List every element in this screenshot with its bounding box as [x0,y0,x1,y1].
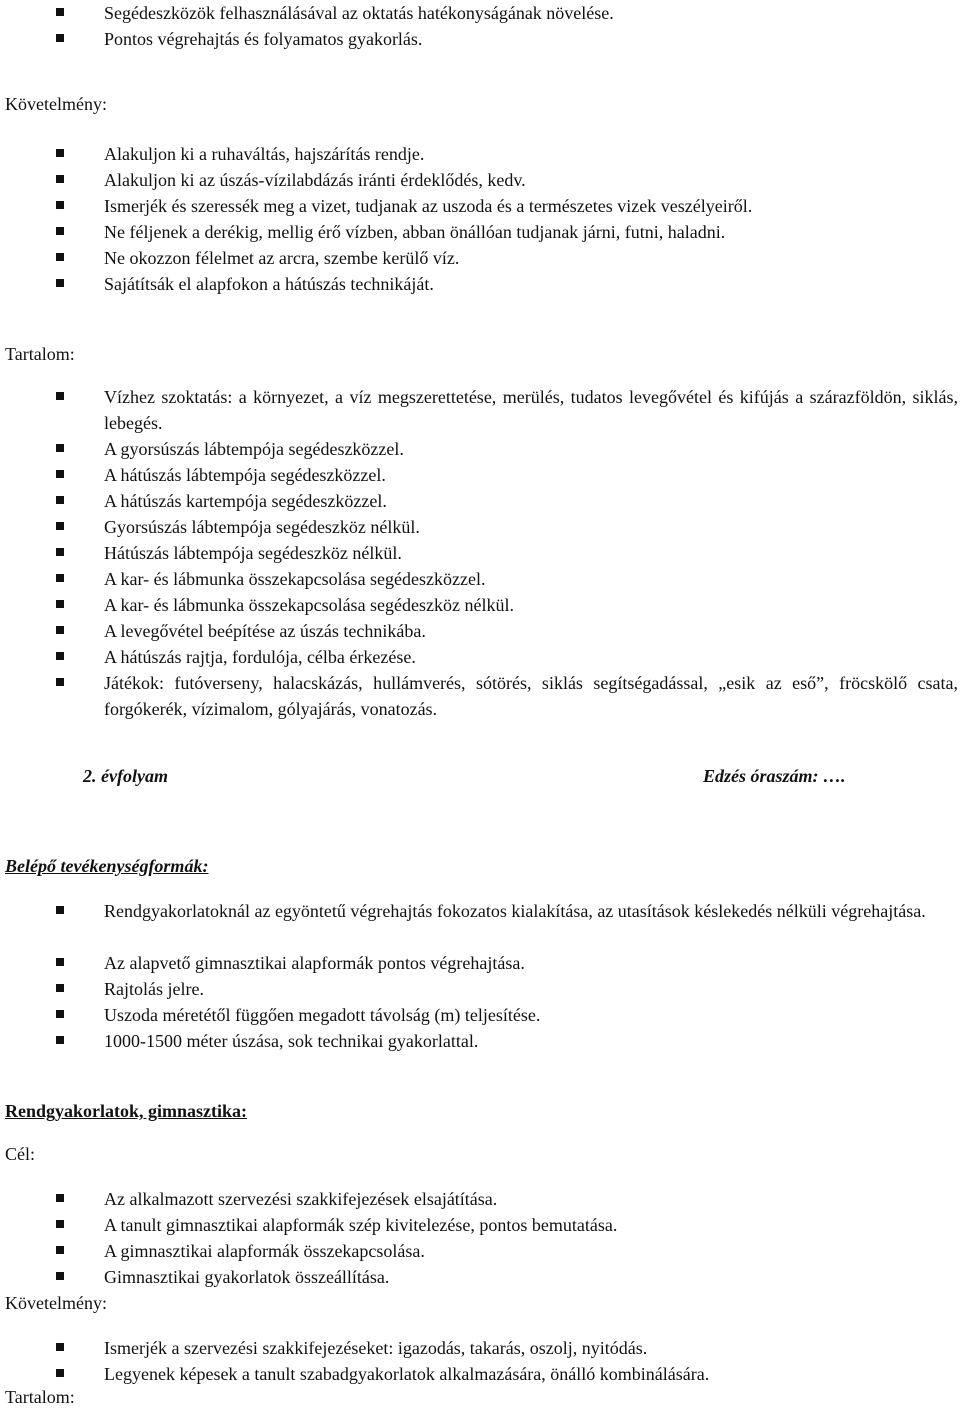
bullet-icon [56,1246,64,1254]
list-item: Alakuljon ki az úszás-vízilabdázás iránti érdeklődés, kedv. [104,170,526,190]
list-item: Sajátítsák el alapfokon a hátúszás technikáját. [104,274,434,294]
bullet-icon [56,1369,64,1377]
list-item: Ne féljenek a derékig, mellig érő vízben, abban önállóan tudjanak járni, futni, haladni. [104,222,726,242]
grade-heading: 2. évfolyam [83,766,168,786]
list-item: Rendgyakorlatoknál az egyöntetű végrehajtás fokozatos kialakítása, az utasítások késlekedés nélküli végrehajtása. [104,901,926,921]
bullet-icon [56,958,64,966]
bullet-icon [56,470,64,478]
bullet-icon [56,175,64,183]
bullet-icon [56,574,64,582]
bullet-icon [56,1272,64,1280]
bullet-icon [56,1010,64,1018]
bullet-icon [56,1343,64,1351]
bullet-icon [56,227,64,235]
bullet-icon [56,548,64,556]
training-hours-heading: Edzés óraszám: …. [703,766,846,786]
section-label-requirements: Követelmény: [5,94,107,114]
list-item: A tanult gimnasztikai alapformák szép kivitelezése, pontos bemutatása. [104,1215,618,1235]
bullet-icon [56,149,64,157]
list-item: A hátúszás kartempója segédeszközzel. [104,491,387,511]
bullet-icon [56,444,64,452]
list-item: A gimnasztikai alapformák összekapcsolása. [104,1241,425,1261]
bullet-icon [56,392,64,400]
list-item: Ismerjék és szeressék meg a vizet, tudjanak az uszoda és a természetes vizek veszélyeiről. [104,196,753,216]
list-item: Vízhez szoktatás: a környezet, a víz megszerettetése, merülés, tudatos levegővétel és kifújás a szárazföldön, siklás, lebegés. [104,387,958,433]
bullet-icon [56,496,64,504]
section-label-goal: Cél: [5,1144,35,1164]
list-item: 1000-1500 méter úszása, sok technikai gyakorlattal. [104,1031,479,1051]
bullet-icon [56,1220,64,1228]
list-item: Ne okozzon félelmet az arcra, szembe kerülő víz. [104,248,460,268]
list-item: Uszoda méretétől függően megadott távolság (m) teljesítése. [104,1005,541,1025]
bullet-icon [56,652,64,660]
bullet-icon [56,626,64,634]
list-item: Gyorsúszás lábtempója segédeszköz nélkül. [104,517,420,537]
bullet-icon [56,1194,64,1202]
list-item: Legyenek képesek a tanult szabadgyakorlatok alkalmazására, önálló kombinálására. [104,1364,710,1384]
list-item: Az alkalmazott szervezési szakkifejezések elsajátítása. [104,1189,498,1209]
list-item: Segédeszközök felhasználásával az oktatás hatékonyságának növelése. [104,3,614,23]
bullet-icon [56,201,64,209]
list-item: A kar- és lábmunka összekapcsolása segédeszköz nélkül. [104,595,515,615]
bullet-icon [56,984,64,992]
bullet-icon [56,34,64,42]
section-label-requirements-2: Követelmény: [5,1293,107,1313]
list-item: A hátúszás lábtempója segédeszközzel. [104,465,386,485]
list-item: A hátúszás rajtja, fordulója, célba érkezése. [104,647,416,667]
list-item: Az alapvető gimnasztikai alapformák pontos végrehajtása. [104,953,525,973]
list-item: Játékok: futóverseny, halacskázás, hullámverés, sótörés, siklás segítségadással, „esik az eső”, fröcskölő csata, forgókerék, vízimalom, gólyajárás, vonatozás. [104,673,958,719]
bullet-icon [56,678,64,686]
list-item: A gyorsúszás lábtempója segédeszközzel. [104,439,404,459]
list-item: A kar- és lábmunka összekapcsolása segédeszközzel. [104,569,486,589]
list-item: Rajtolás jelre. [104,979,204,999]
bullet-icon [56,8,64,16]
list-item: Gimnasztikai gyakorlatok összeállítása. [104,1267,390,1287]
list-item: Ismerjék a szervezési szakkifejezéseket: igazodás, takarás, oszolj, nyitódás. [104,1338,648,1358]
entry-activities-heading: Belépő tevékenységformák: [5,856,209,876]
bullet-icon [56,279,64,287]
section-label-content: Tartalom: [5,344,75,364]
bullet-icon [56,1036,64,1044]
bullet-icon [56,906,64,914]
list-item: A levegővétel beépítése az úszás technikába. [104,621,426,641]
list-item: Alakuljon ki a ruhaváltás, hajszárítás rendje. [104,144,425,164]
drills-heading: Rendgyakorlatok, gimnasztika: [5,1101,248,1121]
section-label-content-2: Tartalom: [5,1387,75,1407]
bullet-icon [56,522,64,530]
bullet-icon [56,253,64,261]
list-item: Pontos végrehajtás és folyamatos gyakorlás. [104,29,423,49]
bullet-icon [56,600,64,608]
list-item: Hátúszás lábtempója segédeszköz nélkül. [104,543,402,563]
